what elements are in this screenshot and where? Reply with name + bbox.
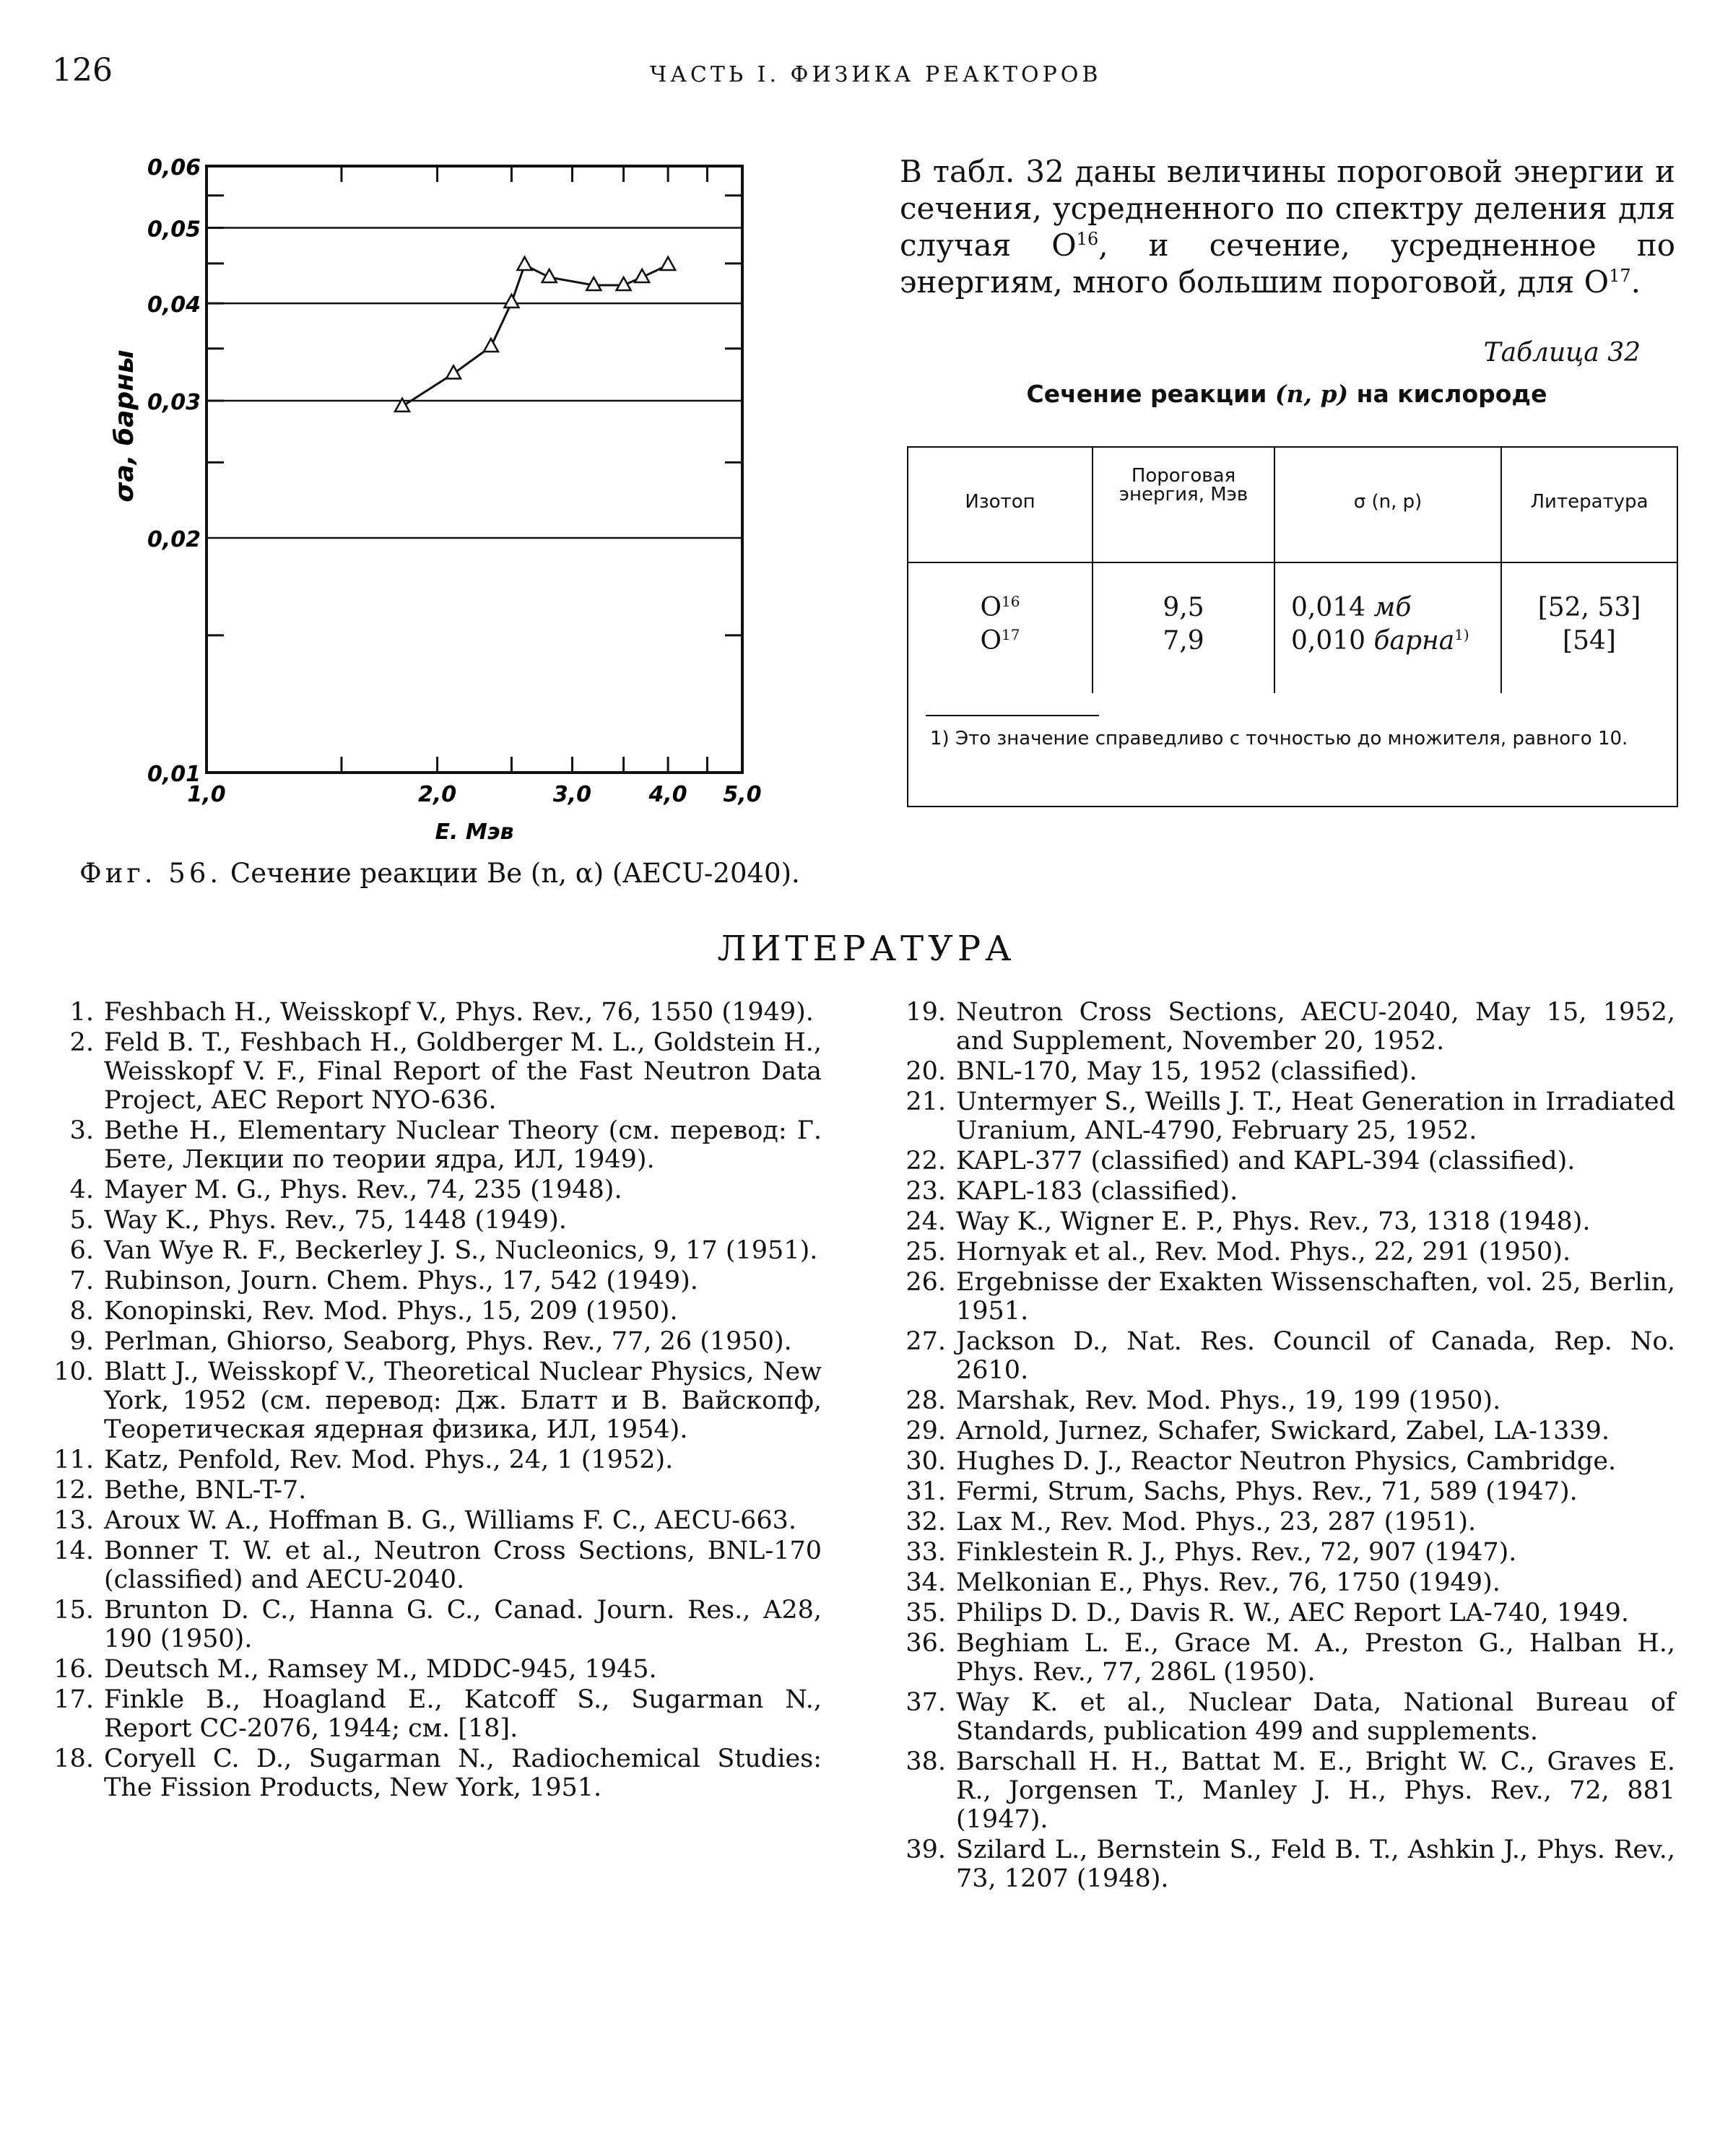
reference-number: 26. [905,1268,946,1297]
reference-number: 9. [69,1327,94,1356]
reference-number: 19. [905,998,946,1027]
x-tick-label: 1,0 [187,782,226,807]
reference-number: 31. [905,1477,946,1506]
reference-text: Konopinski, Rev. Mod. Phys., 15, 209 (1950). [104,1297,678,1326]
reference-number: 10. [53,1357,94,1386]
table-footnote: 1) Это значение справедливо с точностью до множителя, равного 10. [930,728,1628,749]
y-tick-label: 0,04 [147,292,201,318]
reference-item [52,1297,822,1326]
reference-item [52,1266,822,1295]
reference-text: Way K. et al., Nuclear Data, National Bureau of Standards, publication 499 and supplements. [956,1688,1675,1746]
reference-number: 20. [905,1057,946,1086]
reference-item [904,1417,1675,1446]
reference-text: Ergebnisse der Exakten Wissenschaften, vol. 25, Berlin, 1951. [956,1268,1675,1326]
reference-number: 27. [905,1327,946,1356]
data-point-triangle [518,257,532,270]
reference-text: Hughes D. J., Reactor Neutron Physics, Cambridge. [956,1447,1617,1476]
reference-text: Coryell C. D., Sugarman N., Radiochemical Studies: The Fission Products, New York, 1951. [104,1744,822,1802]
reference-item [904,1268,1675,1326]
data-point-triangle [484,339,498,352]
reference-item [904,1508,1675,1536]
reference-text: Bethe, BNL-T-7. [104,1476,307,1505]
reference-number: 32. [905,1508,946,1536]
reference-item [904,1147,1675,1175]
x-axis-label: E. Мэв [435,820,514,845]
reference-number: 30. [905,1447,946,1476]
reference-number: 2. [69,1028,94,1057]
intro-text-3: . [1630,264,1641,300]
data-point-triangle [504,295,518,308]
plot-frame [207,166,742,773]
reference-number: 17. [53,1685,94,1714]
table-32 [907,446,1678,807]
x-tick-label: 5,0 [723,782,762,807]
reference-text: Van Wye R. F., Beckerley J. S., Nucleonics, 9, 17 (1951). [104,1236,818,1265]
reference-number: 29. [905,1417,946,1446]
reference-number: 1. [69,998,94,1027]
page-number: 126 [52,52,113,89]
data-point-triangle [446,365,461,378]
reference-item [904,1835,1675,1893]
reference-item [52,1116,822,1174]
y-tick-label: 0,06 [147,155,201,181]
reference-item [52,1175,822,1204]
reference-number: 24. [905,1207,946,1236]
reference-number: 28. [905,1386,946,1415]
reference-item [52,1744,822,1802]
cell-sigma: 0,014 мб [1291,593,1412,622]
reference-item [52,1028,822,1115]
reference-item [904,1747,1675,1834]
y-tick-label: 0,02 [147,527,201,553]
data-point-triangle [661,257,675,270]
x-tick-label: 4,0 [648,782,687,807]
references-right-column [904,998,1675,1895]
reference-item [52,1236,822,1265]
reference-item [52,1357,822,1444]
table-header-rule [908,562,1677,563]
reference-item [904,1386,1675,1415]
reference-text: Katz, Penfold, Rev. Mod. Phys., 24, 1 (1952). [104,1446,674,1474]
reference-text: Beghiam L. E., Grace M. A., Preston G., Halban H., Phys. Rev., 77, 286L (1950). [956,1629,1675,1687]
reference-text: Way K., Wigner E. P., Phys. Rev., 73, 1318 (1948). [956,1207,1591,1236]
reference-number: 4. [69,1175,94,1204]
running-header: ЧАСТЬ I. ФИЗИКА РЕАКТОРОВ [650,62,1102,87]
reference-number: 38. [905,1747,946,1776]
reference-text: KAPL-377 (classified) and KAPL-394 (classified). [956,1147,1576,1175]
intro-text-1: В табл. 32 даны величины пороговой энергии и сечения, усредненного по спектру деления для случая O [900,154,1675,263]
reference-number: 36. [905,1629,946,1658]
reference-number: 23. [905,1177,946,1206]
figure-caption [79,858,800,889]
y-axis-label: σa, барны [110,349,139,503]
reference-number: 37. [905,1688,946,1717]
reference-item [904,1688,1675,1746]
reference-item [52,1685,822,1743]
reference-text: Lax M., Rev. Mod. Phys., 23, 287 (1951). [956,1508,1477,1536]
reference-text: Rubinson, Journ. Chem. Phys., 17, 542 (1949). [104,1266,698,1295]
cell-ref: [54] [1563,626,1616,656]
reference-item [52,1655,822,1684]
reference-text: Bonner T. W. et al., Neutron Cross Sections, BNL-170 (classified) and AECU-2040. [104,1536,822,1594]
table-title [898,380,1675,408]
intro-text-2: , и сечение, усредненное по энергиям, много большим пороговой, для O [900,227,1675,300]
reference-number: 3. [69,1116,94,1145]
references-left-column [52,998,822,1804]
reference-text: KAPL-183 (classified). [956,1177,1238,1206]
reference-number: 6. [69,1236,94,1265]
reference-text: Fermi, Strum, Sachs, Phys. Rev., 71, 589 (1947). [956,1477,1578,1506]
table-label: Таблица 32 [1483,338,1641,368]
reference-text: Perlman, Ghiorso, Seaborg, Phys. Rev., 77, 26 (1950). [104,1327,792,1356]
reference-item [904,1057,1675,1086]
cell-energy: 9,5 [1163,593,1204,622]
th-isotope: Изотоп [965,491,1035,513]
intro-paragraph [900,153,1675,300]
reference-text: Marshak, Rev. Mod. Phys., 19, 199 (1950). [956,1386,1501,1415]
reference-text: Finkle B., Hoagland E., Katcoff S., Sugarman N., Report CC-2076, 1944; см. [18]. [104,1685,822,1743]
reference-number: 33. [905,1538,946,1567]
footnote-rule [926,715,1099,716]
cell-energy: 7,9 [1163,626,1204,656]
intro-sup-1: 16 [1076,229,1099,249]
reference-number: 16. [53,1655,94,1684]
reference-number: 25. [905,1238,946,1266]
table-title-suffix: на кислороде [1356,380,1547,408]
cell-isotope: $O^{16}$ [980,593,1020,622]
literature-heading: ЛИТЕРАТУРА [717,929,1016,969]
reference-number: 22. [905,1147,946,1175]
reference-item [904,1568,1675,1597]
reference-item [52,998,822,1027]
cell-sigma: 0,010 барна$^{1)}$ [1291,626,1469,656]
reference-item [52,1596,822,1653]
reference-item [904,1238,1675,1266]
reference-text: Way K., Phys. Rev., 75, 1448 (1949). [104,1206,567,1235]
table-title-reaction: (n, p) [1274,380,1349,408]
y-tick-label: 0,05 [147,217,201,243]
reference-text: Brunton D. C., Hanna G. C., Canad. Journ. Res., A28, 190 (1950). [104,1596,822,1653]
reference-text: BNL-170, May 15, 1952 (classified). [956,1057,1417,1086]
th-literature: Литература [1530,491,1649,513]
reference-text: Deutsch M., Ramsey M., MDDC-945, 1945. [104,1655,657,1684]
x-tick-label: 3,0 [552,782,592,807]
reference-number: 18. [53,1744,94,1773]
th-threshold-energy: Пороговая энергия, Мэв [1119,465,1248,505]
cell-ref: [52, 53] [1537,593,1641,622]
reference-item [52,1206,822,1235]
cell-isotope: $O^{17}$ [980,626,1020,656]
reference-item [904,1477,1675,1506]
reference-text: Barschall H. H., Battat M. E., Bright W. C., Graves E. R., Jorgensen T., Manley J. H., Phys. Rev., 72, 881 (1947). [956,1747,1675,1834]
reference-item [904,998,1675,1056]
reference-number: 39. [905,1835,946,1864]
reference-text: Finklestein R. J., Phys. Rev., 72, 907 (1947). [956,1538,1517,1567]
reference-number: 8. [69,1297,94,1326]
reference-number: 15. [53,1596,94,1625]
caption-prefix: Фиг. 56. [79,858,222,889]
reference-item [904,1538,1675,1567]
reference-item [904,1447,1675,1476]
reference-number: 21. [905,1087,946,1116]
reference-text: Szilard L., Bernstein S., Feld B. T., Ashkin J., Phys. Rev., 73, 1207 (1948). [956,1835,1675,1893]
intro-sup-2: 17 [1609,266,1631,286]
reference-text: Melkonian E., Phys. Rev., 76, 1750 (1949). [956,1568,1500,1597]
reference-number: 34. [905,1568,946,1597]
caption-text: Сечение реакции Be (n, α) (AECU-2040). [230,858,800,889]
reference-text: Bethe H., Elementary Nuclear Theory (см. перевод: Г. Бете, Лекции по теории ядра, ИЛ, 1949). [104,1116,822,1174]
reference-item [904,1207,1675,1236]
reference-number: 5. [69,1206,94,1235]
reference-item [52,1506,822,1535]
th-cross-section: σ (n, p) [1353,491,1423,513]
reference-text: Blatt J., Weisskopf V., Theoretical Nuclear Physics, New York, 1952 (см. перевод: Дж. Блатт и В. Вайскопф, Теоретическая ядерная физика, ИЛ, 1954). [104,1357,822,1444]
reference-item [52,1446,822,1474]
reference-item [904,1629,1675,1687]
y-tick-label: 0,03 [147,389,201,415]
x-tick-label: 2,0 [417,782,457,807]
reference-item [904,1599,1675,1627]
reference-item [904,1087,1675,1145]
reference-text: Feshbach H., Weisskopf V., Phys. Rev., 76, 1550 (1949). [104,998,814,1027]
reference-text: Hornyak et al., Rev. Mod. Phys., 22, 291 (1950). [956,1238,1571,1266]
reference-number: 14. [53,1536,94,1565]
reference-item [52,1327,822,1356]
reference-text: Aroux W. A., Hoffman B. G., Williams F. C., AECU-663. [104,1506,796,1535]
reference-number: 7. [69,1266,94,1295]
reference-number: 35. [905,1599,946,1627]
table-divider [1274,448,1275,693]
reference-item [52,1476,822,1505]
y-tick-label: 0,01 [147,762,201,787]
reference-item [904,1327,1675,1385]
reference-number: 13. [53,1506,94,1535]
reference-text: Untermyer S., Weills J. T., Heat Generation in Irradiated Uranium, ANL-4790, February 25, 1952. [956,1087,1675,1145]
reference-text: Arnold, Jurnez, Schafer, Swickard, Zabel, LA-1339. [956,1417,1610,1446]
reference-item [904,1177,1675,1206]
reference-text: Jackson D., Nat. Res. Council of Canada, Rep. No. 2610. [956,1327,1675,1385]
reference-item [52,1536,822,1594]
reference-text: Philips D. D., Davis R. W., AEC Report LA-740, 1949. [956,1599,1630,1627]
reference-number: 12. [53,1476,94,1505]
reference-text: Neutron Cross Sections, AECU-2040, May 15, 1952, and Supplement, November 20, 1952. [956,998,1675,1056]
table-title-prefix: Сечение реакции [1026,380,1267,408]
reference-text: Feld B. T., Feshbach H., Goldberger M. L., Goldstein H., Weisskopf V. F., Final Report of the Fast Neutron Data Project, AEC Report NYO-636. [104,1028,822,1115]
reference-text: Mayer M. G., Phys. Rev., 74, 235 (1948). [104,1175,622,1204]
reference-number: 11. [53,1446,94,1474]
